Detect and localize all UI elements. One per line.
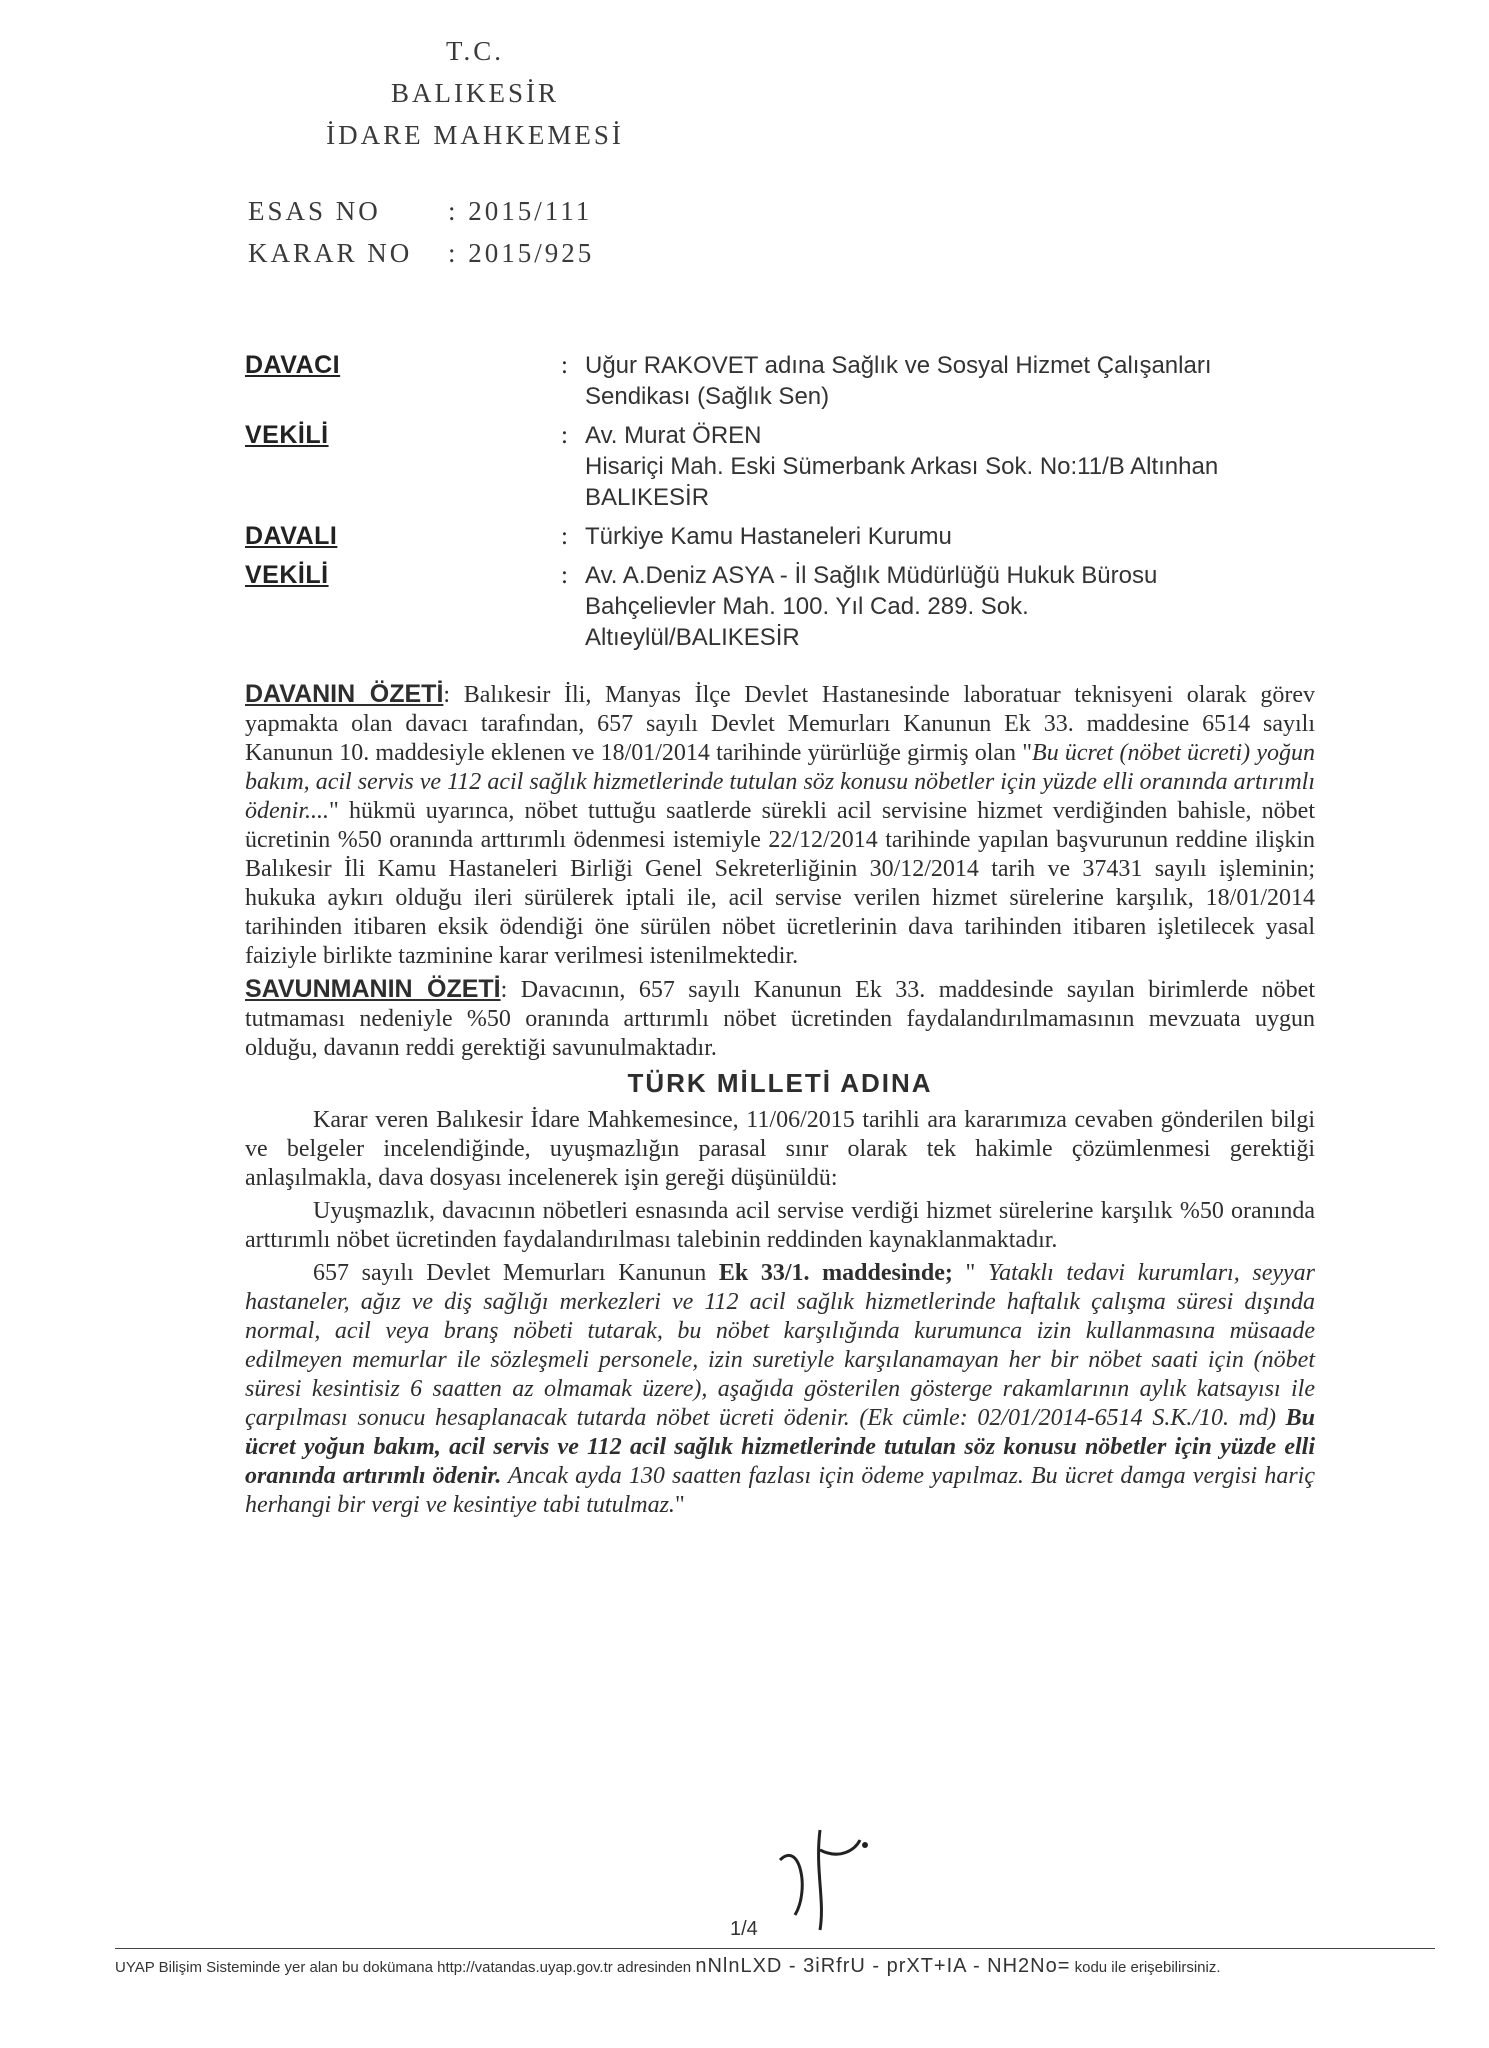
- uyap-footer: [115, 1948, 1435, 1978]
- savunma-text: : Davacının, 657 sayılı Kanunun Ek 33. maddesinde sayılan birimlerde nöbet tutmaması nedeniyle %50 oranında arttırımlı nöbet ücretinden faydalandırılmamasının mevzuata uygun olduğu, davanın reddi gerektiği savunulmaktadır.: [245, 977, 1315, 1061]
- p3-start: 657 sayılı Devlet Memurları Kanunun: [313, 1260, 719, 1286]
- davaci-line1: Uğur RAKOVET adına Sağlık ve Sosyal Hizmet Çalışanları: [585, 352, 1212, 379]
- p3-law-emphasis: Bu ücret yoğun bakım, acil servis ve 112 acil sağlık hizmetlerinde tutulan söz konusu nöbetler için yüzde elli oranında artırımlı ödenir.: [245, 1405, 1315, 1489]
- esas-value: : 2015/111: [448, 196, 593, 226]
- p3-open-quote: ": [952, 1260, 988, 1286]
- vekili2-line3: Altıeylül/BALIKESİR: [585, 624, 800, 651]
- section-title: TÜRK MİLLETİ ADINA: [627, 1068, 933, 1098]
- p3-law-text2: Ancak ayda 130 saatten fazlası için ödeme yapılmaz. Bu ücret damga vergisi hariç herhangi bir vergi ve kesintiye tabi tutulmaz.: [245, 1463, 1316, 1518]
- footer-suffix: kodu ile erişebilirsiniz.: [1074, 1959, 1221, 1976]
- court-header: [285, 30, 665, 156]
- dava-ozeti-quote: Bu ücret (nöbet ücreti) yoğun bakım, acil servis ve 112 acil sağlık hizmetlerinde tutulan söz konusu nöbetler için yüzde elli oranında artırımlı ödenir....: [245, 740, 1315, 824]
- paragraph-2: Uyuşmazlık, davacının nöbetleri esnasında acil servise verdiği hizmet sürelerine karşılık %50 oranında arttırımlı nöbet ücretinden faydalandırılması talebinin reddinden kaynaklanmaktadır.: [245, 1198, 1315, 1253]
- davali-label: DAVALI: [245, 522, 338, 550]
- vekili1-row: VEKİLİ : Av. Murat ÖREN Hisariçi Mah. Eski Sümerbank Arkası Sok. No:11/B Altınhan BALIKESİR: [245, 420, 1325, 513]
- paragraph-3: [245, 1259, 1315, 1520]
- karar-label: KARAR NO: [248, 238, 413, 268]
- davali-line1: Türkiye Kamu Hastaneleri Kurumu: [585, 523, 952, 550]
- vekili2-line1: Av. A.Deniz ASYA - İl Sağlık Müdürlüğü Hukuk Bürosu: [585, 562, 1158, 589]
- header-city: BALIKESİR: [391, 78, 559, 108]
- dava-ozeti-text1: : Balıkesir İli, Manyas İlçe Devlet Hastanesinde laboratuar teknisyeni olarak görev yapmakta olan davacı tarafından, 657 sayılı Devlet Memurları Kanunun Ek 33. maddesine 6514 sayılı Kanunun 10. maddesiyle eklenen ve 18/01/2014 tarihinde yürürlüğe girmiş olan ": [245, 682, 1315, 766]
- davaci-line2: Sendikası (Sağlık Sen): [585, 383, 830, 410]
- parties-block: [245, 350, 1325, 661]
- vekili1-line1: Av. Murat ÖREN: [585, 422, 762, 449]
- vekili2-label: VEKİLİ: [245, 561, 329, 589]
- header-tc: T.C.: [446, 36, 504, 66]
- p3-article: Ek 33/1. maddesinde;: [718, 1260, 953, 1286]
- paragraph-1: Karar veren Balıkesir İdare Mahkemesince, 11/06/2015 tarihli ara kararımıza cevaben gönderilen bilgi ve belgeler incelendiğinde, uyuşmazlığın parasal sınır olarak tek hakimle çözümlenmesi gerektiği anlaşılmakla, dava dosyası incelenerek işin gereği düşünüldü:: [245, 1107, 1315, 1191]
- document-body: [245, 680, 1315, 1524]
- davali-row: DAVALI : Türkiye Kamu Hastaneleri Kurumu: [245, 521, 1325, 552]
- vekili2-row: VEKİLİ : Av. A.Deniz ASYA - İl Sağlık Müdürlüğü Hukuk Bürosu Bahçelievler Mah. 100. Yıl Cad. 289. Sok. Altıeylül/BALIKESİR: [245, 560, 1325, 653]
- savunma-label: SAVUNMANIN ÖZETİ: [245, 975, 501, 1003]
- vekili1-line3: BALIKESİR: [585, 484, 710, 511]
- savunma-ozeti: [245, 975, 1315, 1063]
- karar-value: : 2015/925: [448, 238, 595, 268]
- header-court: İDARE MAHKEMESİ: [326, 120, 624, 150]
- p3-law-text: Yataklı tedavi kurumları, seyyar hastaneler, ağız ve diş sağlığı merkezleri ve 112 acil sağlık hizmetlerinde haftalık çalışma süresi dışında normal, acil veya branş nöbeti tutarak, bu nöbet karşılığında kurumunca izin kullanmasına müsaade edilmeyen memurlar ile sözleşmeli personele, izin suretiyle karşılanamayan her bir nöbet saati için (nöbet süresi kesintisiz 6 saatten az olmamak üzere), aşağıda gösterilen gösterge rakamlarının aylık katsayısı ile çarpılması sonucu hesaplanacak tutarda nöbet ücreti ödenir. (Ek cümle: 02/01/2014-6514 S.K./10. md): [245, 1260, 1316, 1431]
- dava-ozeti-label: DAVANIN ÖZETİ: [245, 680, 444, 708]
- page-number: 1/4: [730, 1918, 758, 1940]
- davaci-row: DAVACI : Uğur RAKOVET adına Sağlık ve Sosyal Hizmet Çalışanları Sendikası (Sağlık Sen): [245, 350, 1325, 412]
- p3-close-quote: ": [674, 1492, 685, 1518]
- signature-mark: [760, 1820, 880, 1940]
- davaci-label: DAVACI: [245, 351, 341, 379]
- esas-label: ESAS NO: [248, 196, 381, 226]
- footer-text: UYAP Bilişim Sisteminde yer alan bu dokümana http://vatandas.uyap.gov.tr adresinden: [115, 1959, 692, 1976]
- vekili1-line2: Hisariçi Mah. Eski Sümerbank Arkası Sok. No:11/B Altınhan: [585, 453, 1219, 480]
- vekili2-line2: Bahçelievler Mah. 100. Yıl Cad. 289. Sok.: [585, 593, 1029, 620]
- dava-ozeti-text2: " hükmü uyarınca, nöbet tuttuğu saatlerde sürekli acil servisine hizmet verdiğinden bahisle, nöbet ücretinin %50 oranında arttırımlı ödenmesi istemiyle 22/12/2014 tarihinde yapılan başvurunun reddine ilişkin Balıkesir İli Kamu Hastaneleri Birliği Genel Sekreterliğinin 30/12/2014 tarih ve 37431 sayılı işleminin; hukuka aykırı olduğu ileri sürülerek iptali ile, acil servise verilen hizmet sürelerine karşılık, 18/01/2014 tarihinden itibaren eksik ödendiği öne sürülen nöbet ücretlerinin dava tarihinden itibaren işletilecek yasal faiziyle birlikte tazminine karar verilmesi istenilmektedir.: [245, 798, 1315, 969]
- vekili1-label: VEKİLİ: [245, 421, 329, 449]
- case-numbers: [248, 190, 594, 274]
- footer-code: nNlnLXD - 3iRfrU - prXT+IA - NH2No=: [695, 1955, 1071, 1977]
- dava-ozeti: [245, 680, 1315, 971]
